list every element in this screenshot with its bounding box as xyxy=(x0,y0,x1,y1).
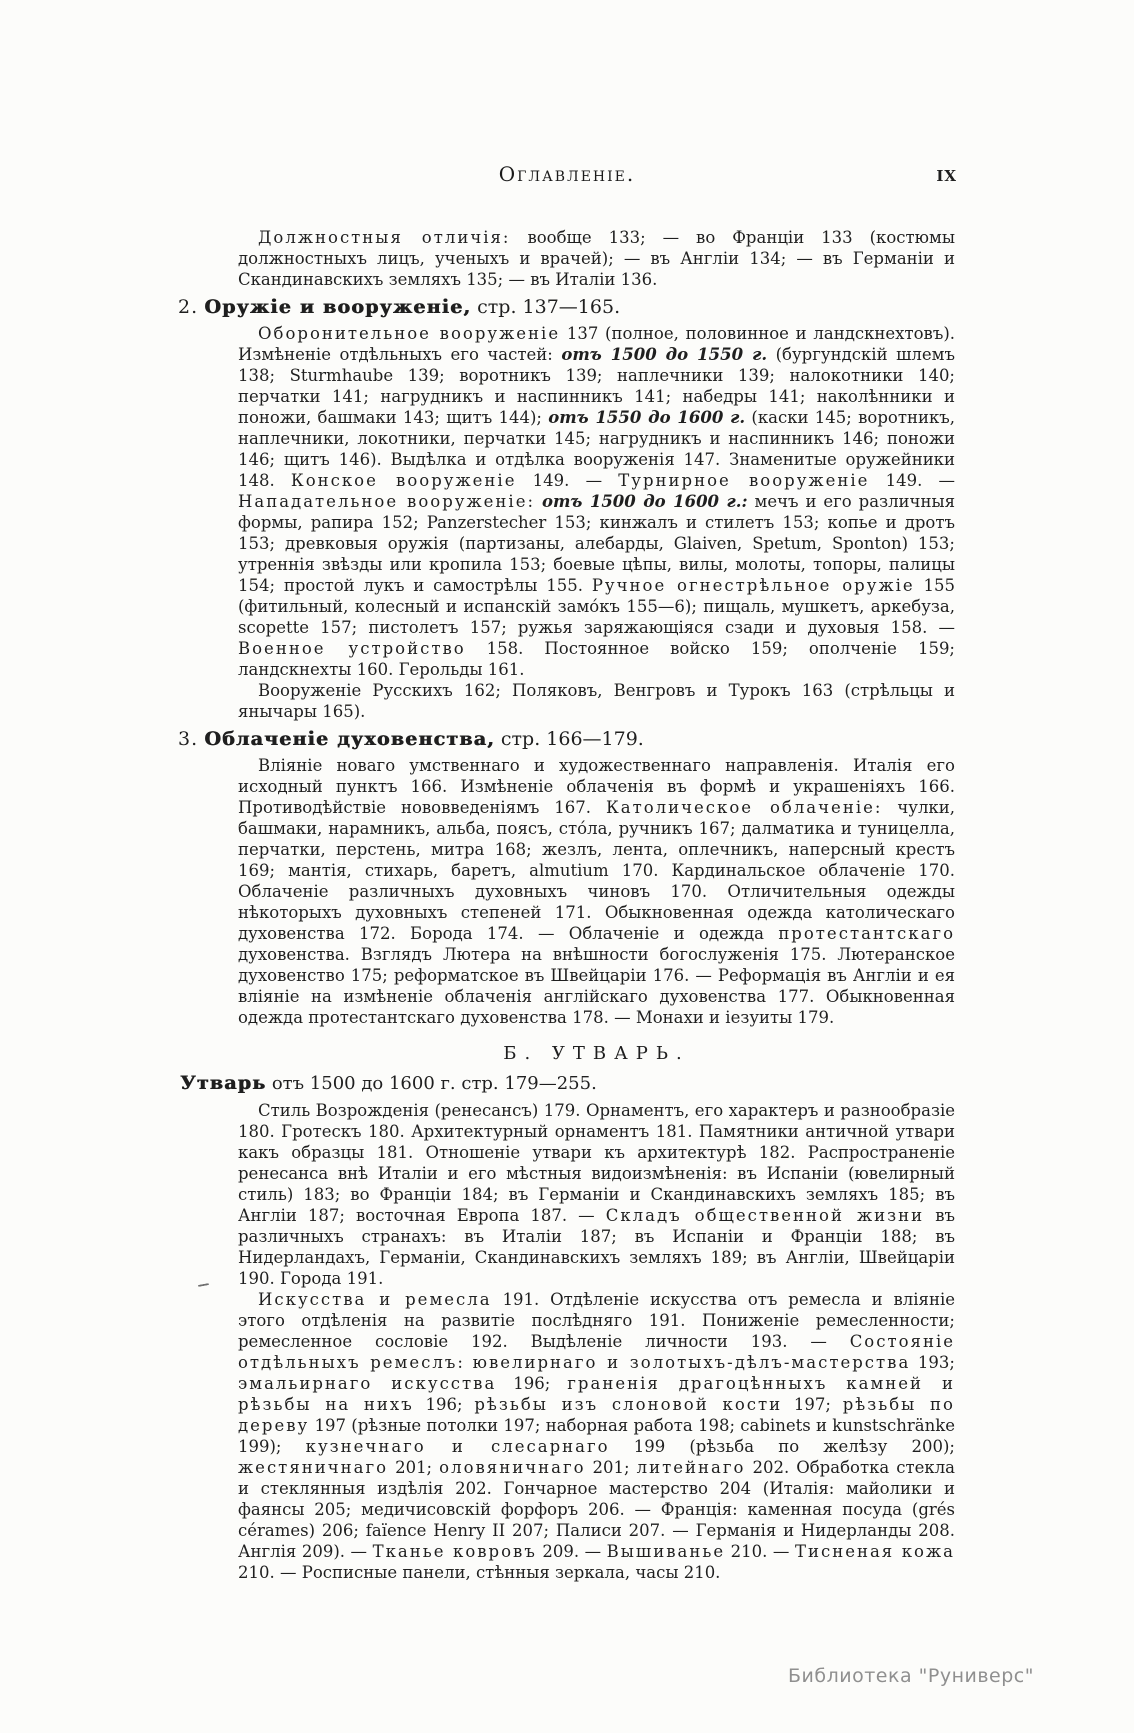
toc-section-heading xyxy=(178,727,955,752)
toc-content xyxy=(178,227,956,1583)
text-segment: жестяничнаго xyxy=(238,1458,389,1477)
toc-paragraph xyxy=(238,227,955,290)
text-segment: 197; xyxy=(782,1395,843,1414)
text-segment: въ различныхъ странахъ: въ Италіи 187; въ Испаніи и Франціи 188; въ Нидерландахъ, Германіи, Скандинавскихъ земляхъ 189; въ Англіи, Швейцаріи 190. Города 191. xyxy=(238,1206,955,1288)
text-segment: Складъ общественной жизни xyxy=(605,1206,925,1225)
text-segment: 199 (рѣзьба по желѣзу 200); xyxy=(609,1437,955,1456)
text-segment xyxy=(465,1353,473,1372)
text-segment xyxy=(535,492,542,511)
text-segment: рѣзьбы изъ слоновой кости xyxy=(474,1395,783,1414)
text-segment: 202. Обработка стекла и стеклянныя издѣлія 202. Гончарное мастерство 204 (Италія: майолики и фаянсы 205; медичисовскій форфоръ 206. — Франція: каменная посуда (grés cérames) 206; faïence Henry II 207; Палиси 207. — Германія и Нидерланды 208. Англія 209). — xyxy=(238,1458,956,1561)
text-segment: Вліяніе новаго умственнаго и художественнаго направленія. Италія его исходный пунктъ 166. Измѣненіе облаченія въ формѣ и украшеніяхъ 166. Противодѣйствіе нововведеніямъ 167. xyxy=(238,756,955,817)
text-segment: 155 (фитильный, колесный и испанскій замо́къ 155—6); пищаль, мушкетъ, аркебуза, scopette 157; пистолетъ 157; ружья заряжающіяся сзади и духовыя 158. — xyxy=(238,576,955,637)
section-pages: стр. 137—165. xyxy=(471,296,621,318)
section-number: 2. xyxy=(178,296,199,318)
toc-section-heading xyxy=(178,295,955,320)
section-pages: стр. 166—179. xyxy=(494,728,644,750)
text-segment: 158. Постоянное войско 159; ополченіе 159; ландскнехты 160. Герольды 161. xyxy=(238,639,955,679)
text-segment: 209. — xyxy=(536,1542,607,1561)
section-number: 3. xyxy=(178,728,199,750)
toc-subsection-heading xyxy=(180,1073,955,1094)
text-segment: 210. — Росписные панели, стѣнныя зеркала, часы 210. xyxy=(238,1563,721,1582)
text-segment: Конское вооруженіе xyxy=(290,471,517,490)
text-segment: 197 (рѣзные потолки 197; наборная работа 198; cabinets и kunstschränke 199); xyxy=(238,1416,955,1456)
text-segment: кузнечнаго и слесарнаго xyxy=(305,1437,610,1456)
section-title: Оружіе и вооруженіе, xyxy=(204,296,472,318)
text-segment: литейнаго xyxy=(636,1458,746,1477)
toc-paragraph xyxy=(238,1289,955,1583)
text-segment: эмальирнаго искусства xyxy=(238,1374,497,1393)
text-segment: духовенства. Взглядъ Лютера на внѣшности богослуженія 175. Лютеранское духовенство 175; реформатское въ Швейцаріи 176. — Реформація въ Англіи и ея вліяніе на измѣненіе облаченія англійскаго духовенства 177. Обыкновенная одежда протестантскаго духовенства 178. — Монахи и іезуиты 179. xyxy=(238,945,955,1027)
toc-paragraph xyxy=(238,323,955,680)
text-segment: Искусства и ремесла xyxy=(258,1290,492,1309)
text-segment: Нападательное вооруженіе: xyxy=(238,492,536,511)
page-title: Оглавленіе. xyxy=(498,162,636,186)
text-segment: мечъ и его различныя формы, рапира 152; Panzerstecher 153; кинжалъ и стилетъ 153; копье и дротъ 153; древковыя оружія (партизаны, алебарды, Glaiven, Spetum, Sponton) 153; утреннія звѣзды или кропила 153; боевые цѣпы, вилы, молоты, топоры, палицы 154; простой лукъ и самострѣлы 155. xyxy=(238,492,955,595)
text-segment: 210. — xyxy=(725,1542,795,1561)
text-segment: 196; xyxy=(413,1395,475,1414)
text-segment: 196; xyxy=(496,1374,568,1393)
text-segment: Турнирное вооруженіе xyxy=(618,471,870,490)
part-heading-text: Б. УТВАРЬ. xyxy=(503,1043,690,1064)
toc-paragraph xyxy=(238,755,955,1028)
text-segment: Военное устройство xyxy=(238,639,466,658)
text-segment: 201; xyxy=(585,1458,637,1477)
toc-paragraph xyxy=(238,1100,955,1289)
section-title: Облаченіе духовенства, xyxy=(204,728,495,750)
watermark: Библиотека "Руниверс" xyxy=(788,1665,1034,1687)
text-segment: граненія драгоцѣнныхъ камней и рѣзьбы на нихъ xyxy=(238,1374,956,1414)
text-segment: отъ 1550 до 1600 г. xyxy=(548,408,746,427)
part-heading xyxy=(238,1043,955,1064)
text-segment: 137 (полное, половинное и ландскнехтовъ). Измѣненіе отдѣльныхъ его частей: xyxy=(238,324,956,364)
text-segment: рѣзьбы по дереву xyxy=(238,1395,955,1435)
text-segment: отъ 1500 до 1550 г. xyxy=(561,345,768,364)
text-segment: Ручное огнестрѣльное оружіе xyxy=(591,576,915,595)
subsection-title: Утварь xyxy=(180,1072,267,1094)
text-segment: Оборонительное вооруженіе xyxy=(258,324,561,343)
text-segment: отъ 1500 до 1600 г.: xyxy=(541,492,748,511)
subsection-pages: отъ 1500 до 1600 г. стр. 179—255. xyxy=(266,1073,597,1094)
text-segment: Стиль Возрожденія (ренесансъ) 179. Орнаментъ, его характеръ и разнообразіе 180. Гротескъ 180. Архитектурный орнаментъ 181. Памятники античной утвари какъ образцы 181. Отношеніе утвари къ архитектурѣ 182. Распространеніе ренесанса внѣ Италіи и его мѣстныя видоизмѣненія: въ Испаніи (ювелирный стиль) 183; во Франціи 184; въ Германіи и Скандинавскихъ земляхъ 185; въ Англіи 187; восточная Европа 187. — xyxy=(238,1101,955,1225)
text-segment: вообще 133; — во Франціи 133 (костюмы должностныхъ лицъ, ученыхъ и врачей); — въ Англіи 134; — въ Германіи и Скандинавскихъ земляхъ 135; — въ Италіи 136. xyxy=(238,228,955,289)
text-segment: Вооруженіе Русскихъ 162; Поляковъ, Венгровъ и Турокъ 163 (стрѣльцы и янычары 165). xyxy=(238,681,955,721)
toc-paragraph xyxy=(238,680,955,722)
text-segment: 191. Отдѣленіе искусства отъ ремесла и вліяніе этого отдѣленія на развитіе послѣдняго 191. Пониженіе ремесленности; ремесленное сословіе 192. Выдѣленіе личности 193. — xyxy=(238,1290,955,1351)
text-segment: 193; xyxy=(910,1353,955,1372)
text-segment: ювелирнаго и золотыхъ-дѣлъ-мастерства xyxy=(472,1353,911,1372)
text-segment: 149. — xyxy=(869,471,955,490)
text-segment: Состояніе отдѣльныхъ ремеслъ: xyxy=(238,1332,955,1372)
text-segment: чулки, башмаки, нарамникъ, альба, поясъ, сто́ла, ручникъ 167; далматика и туницелла, перчатки, перстень, митра 168; жезлъ, лента, оплечникъ, наперсный крестъ 169; мантія, стихарь, баретъ, almutium 170. Кардинальское облаченіе 170. Облаченіе различныхъ духовныхъ чиновъ 170. Отличительныя одежды нѣкоторыхъ духовныхъ степеней 171. Обыкновенная одежда католическаго духовенства 172. Борода 174. — Облаченіе и одежда xyxy=(238,798,955,943)
text-segment: Тканье ковровъ xyxy=(372,1542,537,1561)
text-segment: (бургундскій шлемъ 138; Sturmhaube 139; воротникъ 139; наплечники 139; налокотники 140; перчатки 141; нагрудникъ и наспинникъ 141; набедры 141; наколѣнники и поножи, башмаки 143; щитъ 144); xyxy=(238,345,955,427)
text-segment: Должностныя отличія: xyxy=(258,228,511,247)
page-number: IX xyxy=(936,167,957,185)
text-segment: оловяничнаго xyxy=(439,1458,586,1477)
text-segment: (каски 145; воротникъ, наплечники, локотники, перчатки 145; нагрудникъ и наспинникъ 146; поножи 146; щитъ 146). Выдѣлка и отдѣлка вооруженія 147. Знаменитые оружейники 148. xyxy=(238,408,955,490)
text-segment: Вышиванье xyxy=(606,1542,726,1561)
text-segment: 201; xyxy=(388,1458,440,1477)
text-segment: Тисненая кожа xyxy=(794,1542,955,1561)
margin-mark xyxy=(198,1283,209,1287)
text-segment: 149. — xyxy=(516,471,619,490)
text-segment: протестантскаго xyxy=(778,924,955,943)
text-segment: Католическое облаченіе: xyxy=(605,798,883,817)
